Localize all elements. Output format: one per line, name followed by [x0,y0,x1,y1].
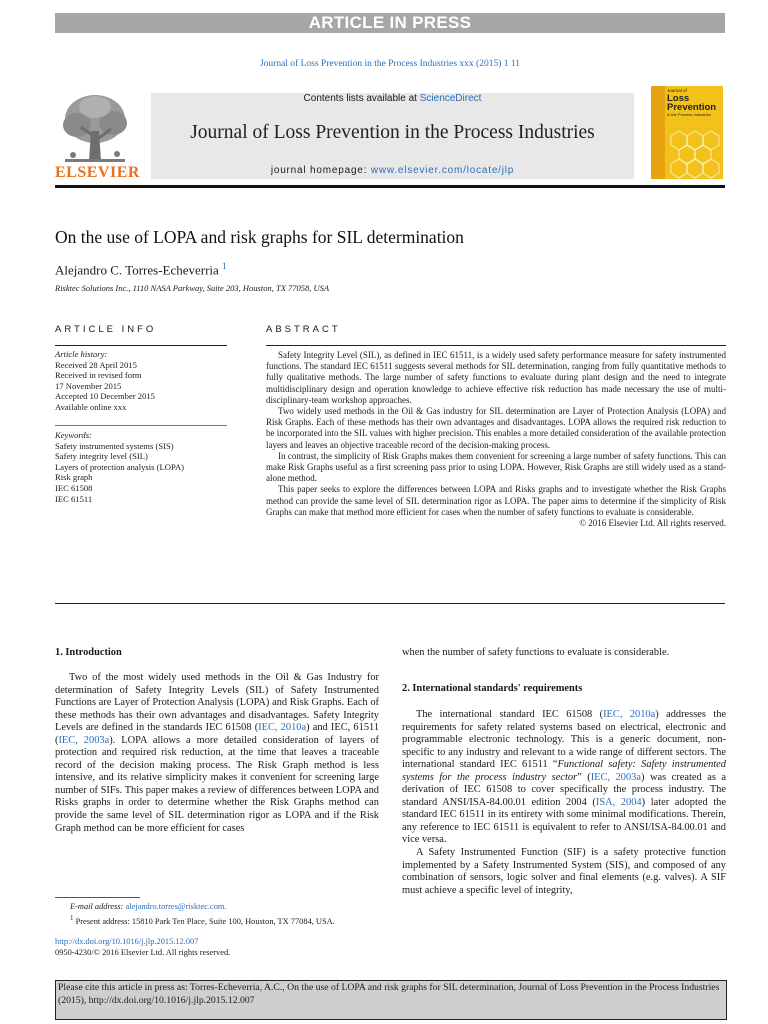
cover-line-2: Loss [667,93,690,104]
section-1-body [55,672,379,835]
keyword-item: Safety instrumented systems (SIS) [55,440,174,451]
history-item: 17 November 2015 [55,380,122,391]
contents-prefix: Contents lists available at [303,93,417,104]
article-info-heading: ARTICLE INFO [55,324,157,335]
citation-link[interactable]: ISA, 2004 [595,796,642,808]
citation-link[interactable]: IEC, 2003a [58,734,110,746]
elsevier-wordmark: ELSEVIER [55,164,140,181]
abstract-paragraph: In contrast, the simplicity of Risk Graphs makes them convenient for screening a large number of safety functions. This can make Risk Graphs useful as a first screening pass prior to using LOPA. However, Risk Graphs are still widely used as a stand-alone method. [266,450,726,484]
journal-title: Journal of Loss Prevention in the Process Industries [190,122,595,143]
footnotes [70,902,380,927]
article-history [55,349,227,413]
citation-link[interactable]: IEC, 2003a [590,771,641,783]
text-run-italic: Functional safety: Safety instrumented systems for the process industry sector [402,759,726,783]
author-line [55,258,227,278]
cover-line-4: in the Process Industries [667,112,711,117]
text-run: The international standard IEC 61508 ( [416,709,604,720]
section-1-heading: 1. Introduction [55,647,122,658]
header-rule [55,185,725,188]
author-footnote-mark[interactable]: 1 [222,261,227,271]
email-label: E-mail address: [70,902,124,911]
section-1-paragraph [55,672,379,835]
article-info-rule [55,345,227,346]
journal-homepage-link[interactable]: www.elsevier.com/locate/jlp [370,165,515,176]
text-run: ) was created as a derivation of IEC 61508 to cover specifically the process industry. The standard ANSI/ISA-84.00.01 edition 2004 ( [402,771,727,808]
footnote-rule [55,897,140,898]
section-2-body [402,709,726,897]
abstract-bottom-rule [55,603,725,604]
keyword-item: IEC 61511 [55,493,93,504]
email-footnote [70,902,380,913]
doi-block [55,936,230,958]
abstract-rule [266,345,726,346]
text-run: ). LOPA allows a more detailed consideration of layers of protection and required risk reduction, at the time that leaves a traceable record of the decision making process. The Risk Graph method is less intensive, and its relative simplicity makes it convenient for screening large number of SIFs. This paper makes a review of differences between LOPA and Risks graphs in order to determine whether the Risk Graphs method can provide the same level of SIL determination rigor as LOPA and if the Risk Graph method can be more efficient for cases [55,734,379,834]
keyword-item: Safety integrity level (SIL) [55,451,148,462]
article-in-press-banner: ARTICLE IN PRESS [55,13,725,33]
keywords-list [55,430,227,504]
affiliation: Risktec Solutions Inc., 1110 NASA Parkway, Suite 203, Houston, TX 77058, USA [55,283,330,293]
history-item: Received 28 April 2015 [55,359,137,370]
keyword-item: Layers of protection analysis (LOPA) [55,461,185,472]
section-1-continued: when the number of safety functions to evaluate is considerable. [402,647,670,658]
cover-line-3: Prevention [667,102,717,113]
citation-link[interactable]: IEC, 2010a [603,709,656,720]
history-item: Available online xxx [55,401,127,412]
doi-link[interactable]: http://dx.doi.org/10.1016/j.jlp.2015.12.007 [55,937,199,946]
abstract-paragraph: This paper seeks to explore the differences between LOPA and Risks graphs and to investigate whether the Risk Graphs method can provide the same level of SIL determination rigor as LOPA. The paper aims to determine if the simplicity of Risk Graphs can make that method more efficient for cases when the number of safety functions to evaluate is considerable. [266,484,726,517]
history-label: Article history: [55,349,108,359]
footnote-text: Present address: 15810 Park Ten Place, Suite 100, Houston, TX 77084, USA. [75,916,335,926]
keyword-item: IEC 61508 [55,482,93,493]
citation-link[interactable]: IEC, 2010a [258,722,307,734]
abstract-copyright: © 2016 Elsevier Ltd. All rights reserved. [579,518,726,529]
cover-title [667,88,721,118]
abstract-body [266,350,726,529]
footnote-mark: 1 [70,913,74,922]
section-2-heading: 2. International standards' requirements [402,683,583,694]
author-name: Alejandro C. Torres-Echeverria [55,262,219,278]
citation-notice-box: Please cite this article in press as: Torres-Echeverria, A.C., On the use of LOPA and risk graphs for SIL determination, Journal of Loss Prevention in the Process Industries (2015), http://dx.doi.org/10.1016/j.jlp.2015.12.007 [55,980,727,1020]
text-run: ) later adopted the standard IEC 61511 in its entirety with some minimal modifications. Therein, any reference to IEC 61511 is equivalent to refer to ANSI/ISA-84.00.01 and vice versa. [402,796,726,846]
homepage-prefix: journal homepage: [270,165,368,176]
sciencedirect-link[interactable]: ScienceDirect [419,93,482,104]
keywords-label: Keywords: [55,430,92,440]
section-2-paragraph [402,709,726,847]
history-item: Received in revised form [55,370,142,381]
text-run: ” ( [577,771,591,783]
keywords-rule [55,425,227,426]
abstract-heading: ABSTRACT [266,324,341,335]
text-run: ) and IEC, 61511 ( [55,722,380,746]
keyword-item: Risk graph [55,472,93,483]
abstract-paragraph: Two widely used methods in the Oil & Gas industry for SIL determination are Layer of Protection Analysis (LOPA) and Risk Graphs. Each of these methods has their own advantages and disadvantages. LOPA allows the required risk reduction to be incorporated into the SIL values with higher precision. This enables a more detailed consideration of the available protection layers and leaves an objective traceable record of the decision-making process. [266,406,726,450]
text-run: ) addresses the requirements for safety related systems based on electrical, electronic and programmable electronic technology. This is a generic document, non-specific to any industry and relevant to a wide range of different sectors. The international standard IEC 61511 “ [402,709,727,771]
present-address-footnote [70,913,380,927]
paper-title: On the use of LOPA and risk graphs for SIL determination [55,227,464,247]
issn-line: 0950-4230/© 2016 Elsevier Ltd. All rights reserved. [55,948,231,957]
email-link[interactable]: alejandro.torres@risktec.com. [125,902,227,911]
journal-homepage-line [151,165,634,176]
section-2-paragraph: A Safety Instrumented Function (SIF) is a safety protective function implemented by a Safety Instrumented System (SIS), and composed of any combination of sensors, logic solver and final elements (e.g. valves). A SIF must achieve a specific level of integrity, [402,847,726,896]
text-run: Two of the most widely used methods in the Oil & Gas Industry for determination of Safety Integrity Levels (SIL) of Safety Instrumented Functions are Layer of Protection Analysis (LOPA) and Risk Graphs. Each of these methods has their own advantages and disadvantages. Safety Integrity Levels are defined in the standards IEC 61508 ( [55,672,379,734]
history-item: Accepted 10 December 2015 [55,391,155,402]
contents-line [151,93,634,105]
abstract-paragraph: Safety Integrity Level (SIL), as defined in IEC 61511, is a widely used safety performance measure for safety instrumented functions. The standard IEC 61511 suggests several methods for SIL determination, ranging from fully quantitative methods to fully qualitative methods. The large number of safety functions to evaluate during plant design and the need to integrate multidisciplinary design and operation knowledge to achieve effective risk reduction has made necessary the use of multi-disciplinary-team workshop approaches. [266,350,726,405]
cover-line-1: Journal of [667,88,687,93]
journal-reference[interactable]: Journal of Loss Prevention in the Process Industries xxx (2015) 1 11 [259,59,521,69]
